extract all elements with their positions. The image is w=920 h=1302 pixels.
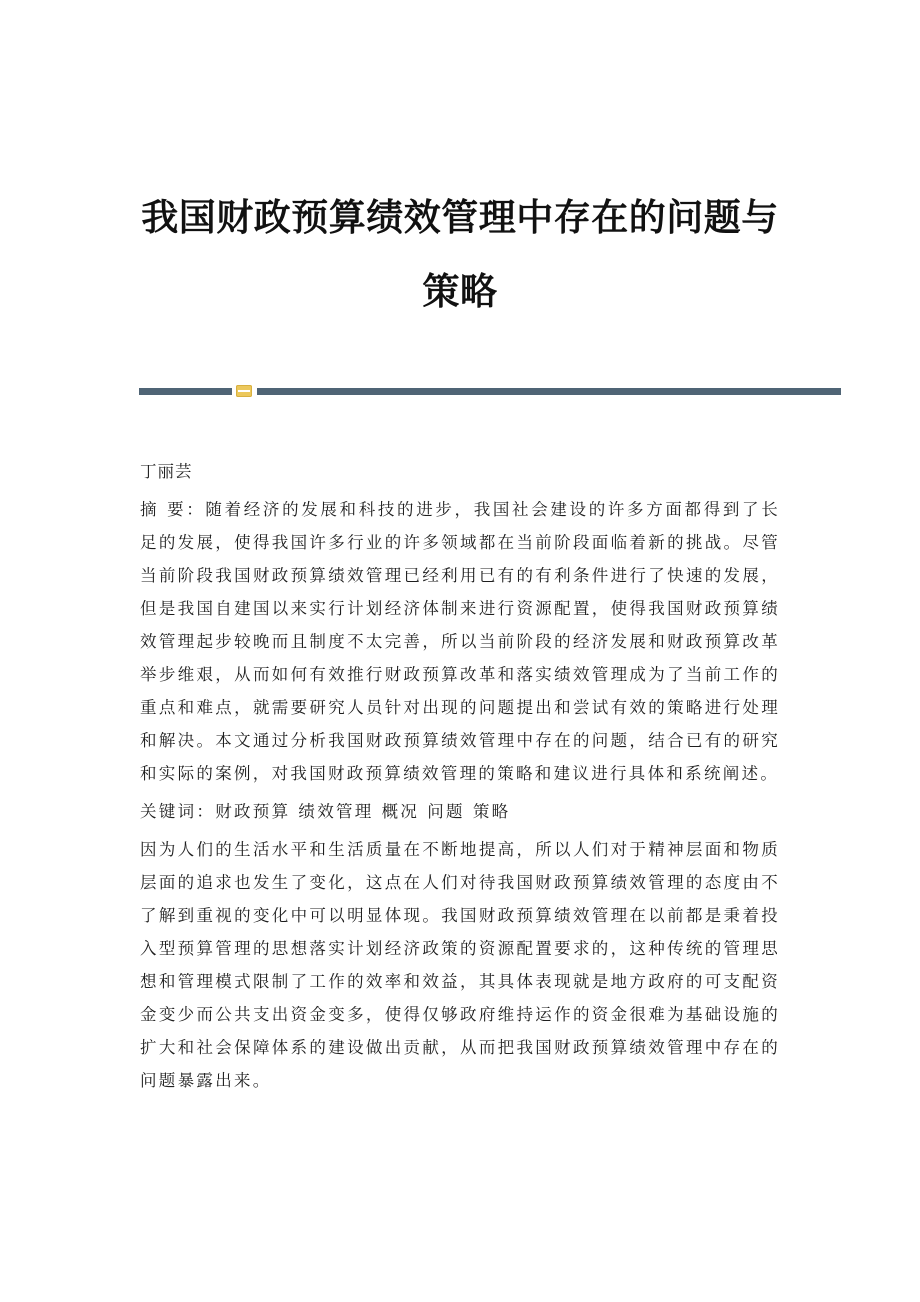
body-paragraph: 因为人们的生活水平和生活质量在不断地提高，所以人们对于精神层面和物质层面的追求也发生了变化，这点在人们对待我国财政预算绩效管理的态度由不了解到重视的变化中可以明显体现。我国财政预算绩效管理在以前都是秉着投入型预算管理的思想落实计划经济政策的资源配置要求的，这种传统的管理思想和管理模式限制了工作的效率和效益，其具体表现就是地方政府的可支配资金变少而公共支出资金变多，使得仅够政府维持运作的资金很难为基础设施的扩大和社会保障体系的建设做出贡献，从而把我国财政预算绩效管理中存在的问题暴露出来。 bbox=[140, 840, 780, 1090]
keyword-item: 绩效管理 bbox=[298, 802, 374, 821]
keyword-item: 概况 bbox=[381, 802, 420, 821]
document-title bbox=[0, 180, 920, 328]
keyword-item: 问题 bbox=[427, 802, 465, 821]
divider-right-bar bbox=[257, 388, 841, 395]
divider-badge-icon bbox=[236, 385, 252, 397]
title-line-1: 我国财政预算绩效管理中存在的问题与 bbox=[141, 195, 779, 239]
title-line-2: 策略 bbox=[422, 269, 498, 313]
keywords-label: 关键词： bbox=[140, 802, 216, 821]
keyword-item: 财政预算 bbox=[215, 802, 291, 821]
abstract-text: 随着经济的发展和科技的进步，我国社会建设的许多方面都得到了长足的发展，使得我国许多行业的许多领域都在当前阶段面临着新的挑战。尽管当前阶段我国财政预算绩效管理已经利用已有的有利条件进行了快速的发展，但是我国自建国以来实行计划经济体制来进行资源配置，使得我国财政预算绩效管理起步较晚而且制度不太完善，所以当前阶段的经济发展和财政预算改革举步维艰，从而如何有效推行财政预算改革和落实绩效管理成为了当前工作的重点和难点，就需要研究人员针对出现的问题提出和尝试有效的策略进行处理和解决。本文通过分析我国财政预算绩效管理中存在的问题，结合已有的研究和实际的案例，对我国财政预算绩效管理的策略和建议进行具体和系统阐述。 bbox=[140, 500, 780, 783]
keywords-line bbox=[140, 795, 780, 828]
divider-left-bar bbox=[139, 388, 232, 395]
abstract-label: 摘 要： bbox=[140, 500, 206, 519]
abstract-paragraph bbox=[140, 493, 780, 790]
author-name: 丁丽芸 bbox=[140, 462, 193, 481]
document-body bbox=[140, 455, 780, 1102]
keyword-item: 策略 bbox=[472, 802, 511, 821]
